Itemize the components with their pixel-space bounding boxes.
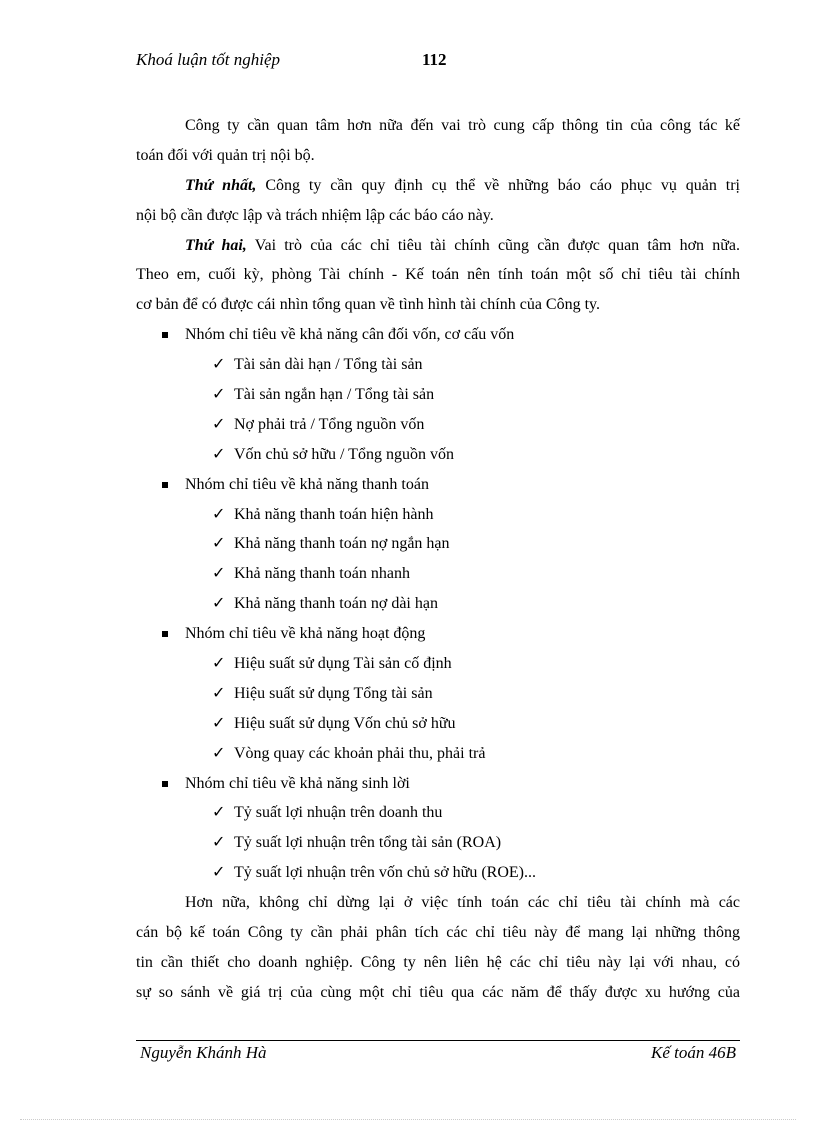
check-icon: ✓ [212,655,226,673]
check-icon: ✓ [212,535,226,553]
checklist-item [136,529,740,559]
group-title [136,320,740,350]
check-icon: ✓ [212,744,226,762]
paragraph-line [136,171,740,201]
checklist-item-text: Hiệu suất sử dụng Tài sản cố định [234,655,452,673]
checklist-item-text: Khả năng thanh toán nhanh [234,565,410,583]
group-title [136,619,740,649]
group-title-text: Nhóm chỉ tiêu về khả năng thanh toán [185,475,429,493]
checklist-item [136,380,740,410]
footer-class: Kế toán 46B [651,1043,736,1062]
checklist-item [136,500,740,530]
text: Vai trò của các chỉ tiêu tài chính cũng cần được quan tâm hơn nữa. [246,236,740,254]
page-number: 112 [422,50,447,69]
lead-text: Thứ nhất, [185,176,257,194]
paragraph-line: sự so sánh về giá trị của cùng một chỉ tiêu qua các năm để thấy được xu hướng của [136,983,740,1001]
page-edge [20,1119,796,1120]
indicator-groups [136,320,740,888]
paragraph-line: toán đối với quản trị nội bộ. [136,146,315,164]
checklist-item [136,410,740,440]
checklist-item [136,709,740,739]
paragraph-line: cơ bản để có được cái nhìn tổng quan về tình hình tài chính của Công ty. [136,296,600,314]
group-title-text: Nhóm chỉ tiêu về khả năng hoạt động [185,625,426,643]
group-title-text: Nhóm chỉ tiêu về khả năng cân đối vốn, cơ cấu vốn [185,326,515,344]
footer-author: Nguyễn Khánh Hà [140,1043,267,1062]
check-icon: ✓ [212,505,226,523]
lead-text: Thứ hai, [185,236,247,254]
paragraph-line: cán bộ kế toán Công ty cần phải phân tích các chỉ tiêu này để mang lại những thông [136,924,740,942]
group-title [136,769,740,799]
check-icon: ✓ [212,804,226,822]
checklist-item-text: Tỷ suất lợi nhuận trên vốn chủ sở hữu (ROE)... [234,864,536,882]
checklist-item-text: Khả năng thanh toán hiện hành [234,505,434,523]
check-icon: ✓ [212,386,226,404]
checklist-item [136,858,740,888]
checklist-item [136,679,740,709]
paragraph-line: nội bộ cần được lập và trách nhiệm lập các báo cáo này. [136,206,494,224]
checklist-item-text: Tỷ suất lợi nhuận trên tổng tài sản (ROA) [234,834,502,852]
checklist-item-text: Vốn chủ sở hữu / Tổng nguồn vốn [234,445,454,463]
check-icon: ✓ [212,415,226,433]
text: Công ty cần quy định cụ thể về những báo cáo phục vụ quản trị [256,176,741,194]
checklist-item [136,739,740,769]
check-icon: ✓ [212,714,226,732]
checklist-item-text: Khả năng thanh toán nợ dài hạn [234,595,438,613]
header-title: Khoá luận tốt nghiệp [136,50,281,69]
paragraph-line: tin cần thiết cho doanh nghiệp. Công ty nên liên hệ các chỉ tiêu này lại với nhau, có [136,953,740,971]
check-icon: ✓ [212,356,226,374]
group-title [136,470,740,500]
check-icon: ✓ [212,595,226,613]
document-body [136,111,740,1008]
checklist-item-text: Hiệu suất sử dụng Vốn chủ sở hữu [234,714,456,732]
checklist-item [136,440,740,470]
check-icon: ✓ [212,565,226,583]
check-icon: ✓ [212,864,226,882]
checklist-item [136,589,740,619]
checklist-item-text: Hiệu suất sử dụng Tổng tài sản [234,684,433,702]
group-title-text: Nhóm chỉ tiêu về khả năng sinh lời [185,774,410,792]
check-icon: ✓ [212,445,226,463]
paragraph-line: Công ty cần quan tâm hơn nữa đến vai trò cung cấp thông tin của công tác kế [185,117,740,134]
checklist-item-text: Nợ phải trả / Tổng nguồn vốn [234,415,425,433]
checklist-item [136,649,740,679]
paragraph-line [136,231,740,261]
footer-divider [136,1040,740,1041]
checklist-item-text: Tỷ suất lợi nhuận trên doanh thu [234,804,443,822]
checklist-item-text: Khả năng thanh toán nợ ngắn hạn [234,535,450,553]
checklist-item [136,559,740,589]
paragraph-line: Hơn nữa, không chỉ dừng lại ở việc tính toán các chỉ tiêu tài chính mà các [185,894,740,912]
paragraph-line: Theo em, cuối kỳ, phòng Tài chính - Kế toán nên tính toán một số chỉ tiêu tài chính [136,266,740,284]
checklist-item-text: Tài sản dài hạn / Tổng tài sản [234,356,423,374]
checklist-item [136,350,740,380]
checklist-item-text: Vòng quay các khoản phải thu, phải trả [234,744,486,762]
checklist-item [136,798,740,828]
checklist-item [136,828,740,858]
check-icon: ✓ [212,684,226,702]
check-icon: ✓ [212,834,226,852]
checklist-item-text: Tài sản ngắn hạn / Tổng tài sản [234,386,435,404]
